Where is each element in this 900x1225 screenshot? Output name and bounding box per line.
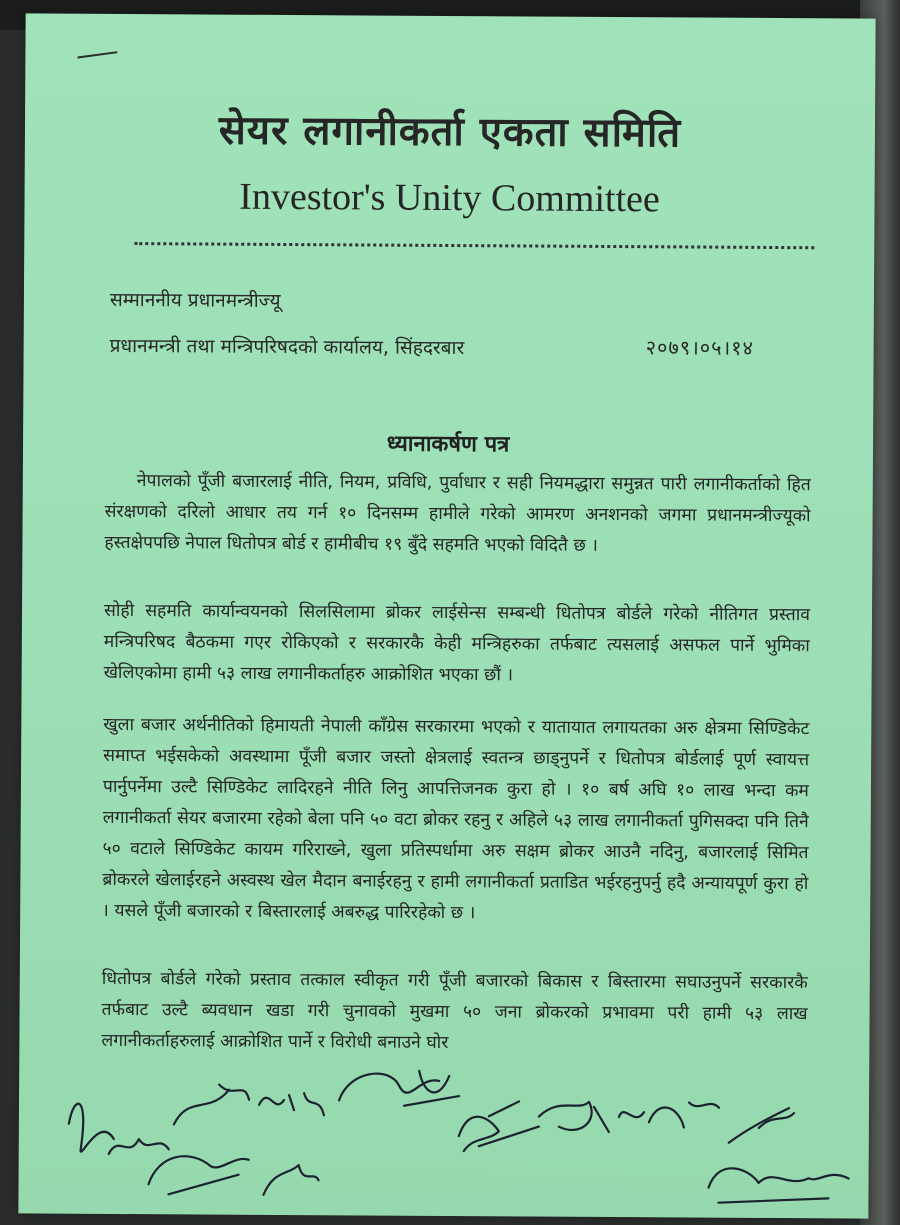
signature-1 [69,1104,114,1152]
signature-10 [263,1165,318,1195]
signature-3 [259,1093,324,1115]
letterhead-title-nepali: सेयर लगानीकर्ता एकता समिति [218,107,682,157]
handwritten-signatures [18,1053,869,1218]
recipient-office: प्रधानमन्त्री तथा मन्त्रिपरिषदको कार्यालय, सिंहदरबार [109,334,465,360]
signature-9 [148,1156,248,1195]
letterhead-title-english: Investor's Unity Committee [239,175,660,221]
body-paragraph-4: धितोपत्र बोर्डले गरेको प्रस्ताव तत्काल स्वीकृत गरी पूँजी बजारको बिकास र बिस्तारमा सघाउनुपर्ने सरकारकै तर्फबाट उल्टै ब्यवधान खडा गरी चुनावको मुखमा ५० जना ब्रोकरको प्रभावमा परी हामी ५३ लाख लगानीकर्ताहरुलाई आक्रोशित पार्ने र विरोधी बनाउने घोर [101,968,808,1054]
pen-mark [77,51,117,58]
letter-subject: ध्यानाकर्षण पत्र [386,431,510,458]
letter-date: २०७९।०५।१४ [645,335,755,360]
signature-2 [109,1084,249,1155]
signature-11 [708,1168,848,1203]
signature-4 [339,1070,459,1106]
signature-5 [459,1101,539,1151]
body-paragraph-3: खुला बजार अर्थनीतिको हिमायती नेपाली काँग्रेस सरकारमा भएको र यातायात लगायतका अरु क्षेत्रमा सिण्डिकेट समाप्त भईसकेको अवस्थामा पूँजी बजार जस्तो क्षेत्रलाई स्वतन्त्र छाड्नुपर्ने र धितोपत्र बोर्डलाई पूर्ण स्वायत्त पार्नुपर्नेमा उल्टै सिण्डिकेट लादिरहने नीति लिनु आपत्तिजनक कुरा हो । १० बर्ष अघि १० लाख भन्दा कम लगानीकर्ता सेयर बजारमा रहेको बेला पनि ५० वटा ब्रोकर रहनु र अहिले ५३ लाख लगानीकर्ता पुगिसक्दा पनि तिनै ५० वटाले सिण्डिकेट कायम गरिराख्ने, खुला प्रतिस्पर्धामा अरु सक्षम ब्रोकर आउनै नदिनु, बजारलाई सिमित ब्रोकरले खेलाईरहने अस्वस्थ खेल मैदान बनाईरहनु र हामी लगानीकर्ता प्रताडित भईरहनुपर्नु हदै अन्यायपूर्ण कुरा हो । यसले पूँजी बजारको र बिस्तारलाई अबरुद्ध पारिरहेको छ । [102,714,810,924]
signatures-area [18,1053,869,1218]
recipient-salutation: सम्माननीय प्रधानमन्त्रीज्यू [109,288,281,312]
body-paragraph-1: नेपालको पूँजी बजारलाई नीति, नियम, प्रविधि, पुर्वाधार र सही नियमद्धारा समुन्नत पारी लगानीकर्ताको हित संरक्षणको दरिलो आधार तय गर्न १० दिनसम्म हामीले गरेको आमरण अनशनको जगमा प्रधानमन्त्रीज्यूको हस्तक्षेपपछि नेपाल धितोपत्र बोर्ड र हामीबीच १९ बुँदे सहमति भएको विदितै छ । [104,471,811,556]
body-paragraph-2: सोही सहमति कार्यान्वयनको सिलसिलामा ब्रोकर लाईसेन्स सम्बन्धी धितोपत्र बोर्डले गरेको नीतिगत प्रस्ताव मन्त्रिपरिषद बैठकमा गएर रोकिएको र सरकारकै केही मन्त्रिहरुका तर्फबाट त्यसलाई असफल पार्ने भुमिका खेलिएकोमा हामी ५३ लाख लगानीकर्ताहरु आक्रोशित भएका छौं । [103,600,811,686]
signature-7 [649,1102,719,1127]
signature-8 [729,1108,794,1143]
signature-6 [539,1102,644,1133]
letter-sheet [18,13,875,1218]
letterhead-divider [134,242,814,249]
